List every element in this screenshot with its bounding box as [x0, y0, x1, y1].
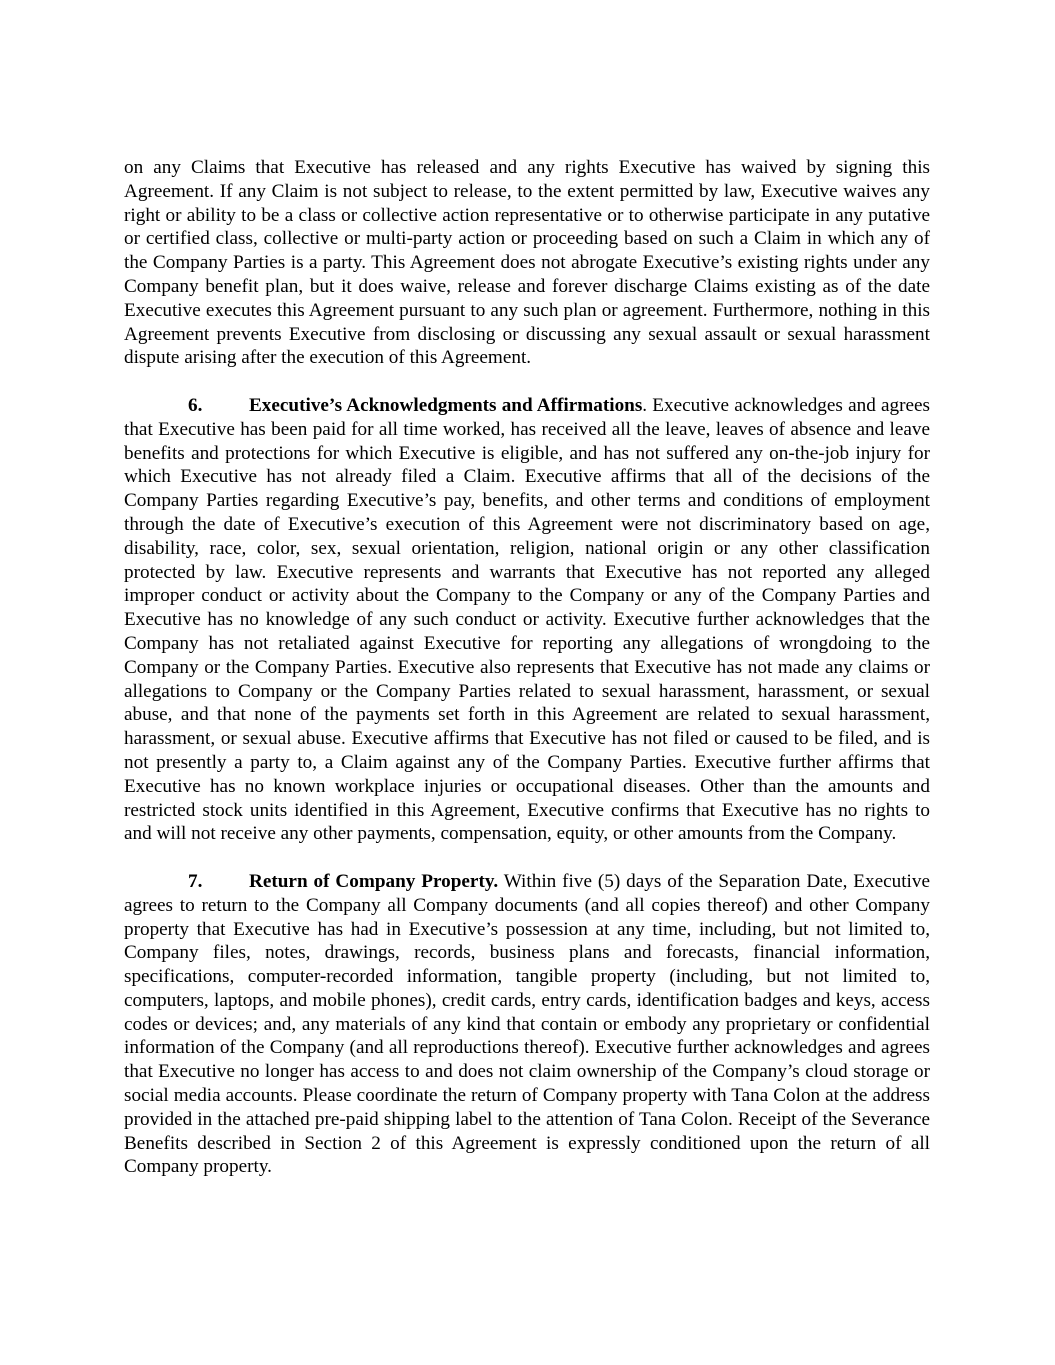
section-6-paragraph — [124, 394, 930, 846]
section-6-heading: Executive’s Acknowledgments and Affirmations — [249, 394, 643, 416]
section-7-body: Within five (5) days of the Separation Date, Executive agrees to return to the Company all Company documents (and all copies thereof) and other Company property that Executive has had in Executive’s possession at any time, including, but not limited to, Company files, notes, drawings, records, business plans and forecasts, financial information, specifications, computer-recorded information, tangible property (including, but not limited to, computers, laptops, and mobile phones), credit cards, entry cards, identification badges and keys, access codes or devices; and, any materials of any kind that contain or embody any proprietary or confidential information of the Company (and all reproductions thereof). Executive further acknowledges and agrees that Executive no longer has access to and does not claim ownership of the Company’s cloud storage or social media accounts. Please coordinate the return of Company property with Tana Colon at the address provided in the attached pre-paid shipping label to the attention of Tana Colon. Receipt of the Severance Benefits described in Section 2 of this Agreement is expressly conditioned upon the return of all Company property. — [124, 870, 930, 1178]
section-7-heading: Return of Company Property. — [249, 870, 499, 892]
section-6-heading-punct: . — [642, 394, 648, 416]
continuation-paragraph: on any Claims that Executive has released and any rights Executive has waived by signing this Agreement. If any Claim is not subject to release, to the extent permitted by law, Executive waives any right or ability to be a class or collective action representative or to otherwise participate in any putative or certified class, collective or multi-party action or proceeding based on such a Claim in which any of the Company Parties is a party. This Agreement does not abrogate Executive’s existing rights under any Company benefit plan, but it does waive, release and forever discharge Claims existing as of the date Executive executes this Agreement pursuant to any such plan or agreement. Furthermore, nothing in this Agreement prevents Executive from disclosing or discussing any sexual assault or sexual harassment dispute arising after the execution of this Agreement. — [124, 157, 930, 369]
section-6-number: 6. — [188, 394, 203, 416]
document-page — [124, 156, 930, 1203]
section-7-paragraph — [124, 870, 930, 1179]
section-7-number: 7. — [188, 870, 203, 892]
section-6-body: Executive acknowledges and agrees that Executive has been paid for all time worked, has received all the leave, leaves of absence and leave benefits and protections for which Executive is eligible, and has not suffered any on-the-job injury for which Executive has not already filed a Claim. Executive affirms that all of the decisions of the Company Parties regarding Executive’s pay, benefits, and other terms and conditions of employment through the date of Executive’s execution of this Agreement were not discriminatory based on age, disability, race, color, sex, sexual orientation, religion, national origin or any other classification protected by law. Executive represents and warrants that Executive has not reported any alleged improper conduct or activity about the Company to the Company or any of the Company Parties and Executive has no knowledge of any such conduct or activity. Executive further acknowledges that the Company has not retaliated against Executive for reporting any allegations of wrongdoing to the Company or the Company Parties. Executive also represents that Executive has not made any claims or allegations to Company or the Company Parties related to sexual harassment, harassment, or sexual abuse, and that none of the payments set forth in this Agreement are related to sexual harassment, harassment, or sexual abuse. Executive affirms that Executive has not filed or caused to be filed, and is not presently a party to, a Claim against any of the Company Parties. Executive further affirms that Executive has no known workplace injuries or occupational diseases. Other than the amounts and restricted stock units identified in this Agreement, Executive confirms that Executive has no rights to and will not receive any other payments, compensation, equity, or other amounts from the Company. — [124, 394, 930, 845]
